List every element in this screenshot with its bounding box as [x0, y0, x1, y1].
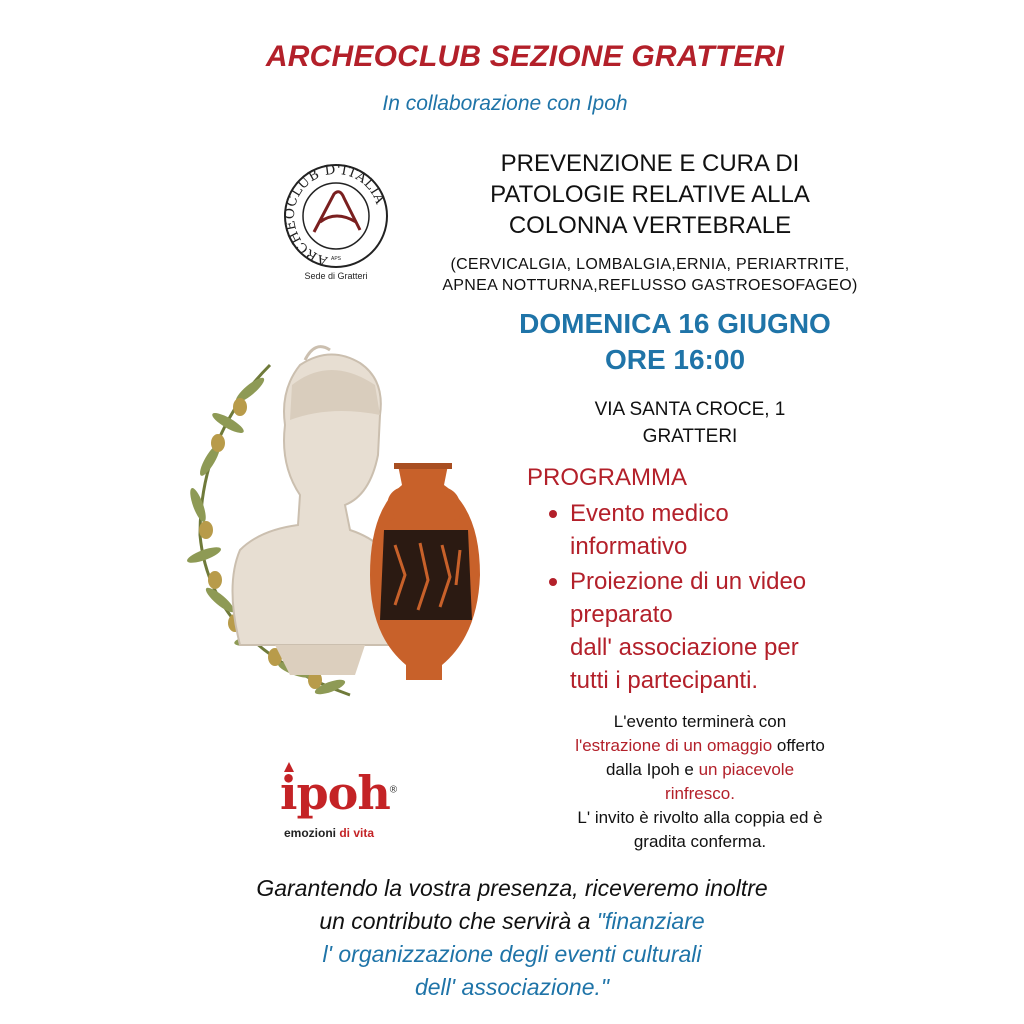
- closing-highlight: l'estrazione di un omaggio: [575, 736, 773, 755]
- program-title: PROGRAMMA: [527, 464, 688, 491]
- closing-line: [520, 758, 880, 782]
- footer-line: l' organizzazione degli eventi culturali: [322, 941, 702, 967]
- topic-line: PATOLOGIE RELATIVE ALLA: [490, 181, 810, 208]
- list-item: [548, 497, 888, 563]
- topic-line: COLONNA VERTEBRALE: [508, 212, 792, 239]
- topic-line: PREVENZIONE E CURA DI: [500, 150, 800, 177]
- event-topic: [440, 148, 860, 241]
- logo-aps: APS: [330, 256, 342, 262]
- ipoh-logo: [278, 758, 408, 848]
- poster-title: ARCHEOCLUB SEZIONE GRATTERI: [265, 40, 785, 73]
- closing-notes: [520, 710, 880, 854]
- ipoh-tagline: emozioni di vita: [284, 826, 375, 840]
- closing-line: gradita conferma.: [633, 832, 767, 851]
- event-time: ORE 16:00: [604, 344, 746, 375]
- program-item-line: informativo: [570, 533, 688, 560]
- closing-line: [520, 734, 880, 758]
- closing-text: dalla Ipoh e: [605, 760, 699, 779]
- event-datetime: [460, 306, 890, 378]
- closing-highlight: un piacevole: [698, 760, 795, 779]
- greek-bust-icon: [233, 347, 391, 675]
- poster-subtitle: In collaborazione con Ipoh: [382, 92, 628, 115]
- footer-message: [0, 872, 1024, 1004]
- closing-line: L' invito è rivolto alla coppia ed è: [577, 808, 823, 827]
- closing-line: L'evento terminerà con: [613, 712, 787, 731]
- closing-text: offerto: [772, 736, 825, 755]
- event-address: [530, 396, 850, 450]
- closing-highlight: rinfresco.: [665, 784, 735, 803]
- footer-line: Garantendo la vostra presenza, riceveremo inoltre: [256, 875, 768, 901]
- ipoh-wordmark: ipoh®: [280, 766, 397, 820]
- event-conditions: [430, 254, 870, 296]
- footer-line: dell' associazione.": [414, 974, 610, 1000]
- archeoclub-logo: [276, 158, 396, 283]
- program-list: [548, 497, 888, 699]
- amphora-icon: [370, 463, 480, 680]
- footer-line: un contributo che servirà a "finanziare: [319, 908, 705, 934]
- program-item-line: tutti i partecipanti.: [570, 667, 759, 694]
- bust-amphora-illustration: [180, 345, 510, 715]
- bullet-icon: [549, 510, 557, 518]
- program-item-line: preparato: [570, 601, 673, 628]
- program-item-line: dall' associazione per: [570, 634, 799, 661]
- logo-ring-text: ARCHEOCLUB D'ITALIA: [281, 161, 389, 269]
- program-item-line: Evento medico: [570, 500, 729, 527]
- logo-caption: Sede di Gratteri: [304, 271, 368, 281]
- program-item-line: Proiezione di un video: [570, 568, 807, 595]
- address-street: VIA SANTA CROCE, 1: [594, 399, 786, 420]
- list-item: [548, 565, 888, 697]
- bullet-icon: [549, 578, 557, 586]
- conditions-line: APNEA NOTTURNA,REFLUSSO GASTROESOFAGEO): [442, 277, 858, 294]
- address-town: GRATTERI: [642, 426, 738, 447]
- event-date: DOMENICA 16 GIUGNO: [519, 308, 831, 339]
- conditions-line: (CERVICALGIA, LOMBALGIA,ERNIA, PERIARTRITE,: [450, 256, 850, 273]
